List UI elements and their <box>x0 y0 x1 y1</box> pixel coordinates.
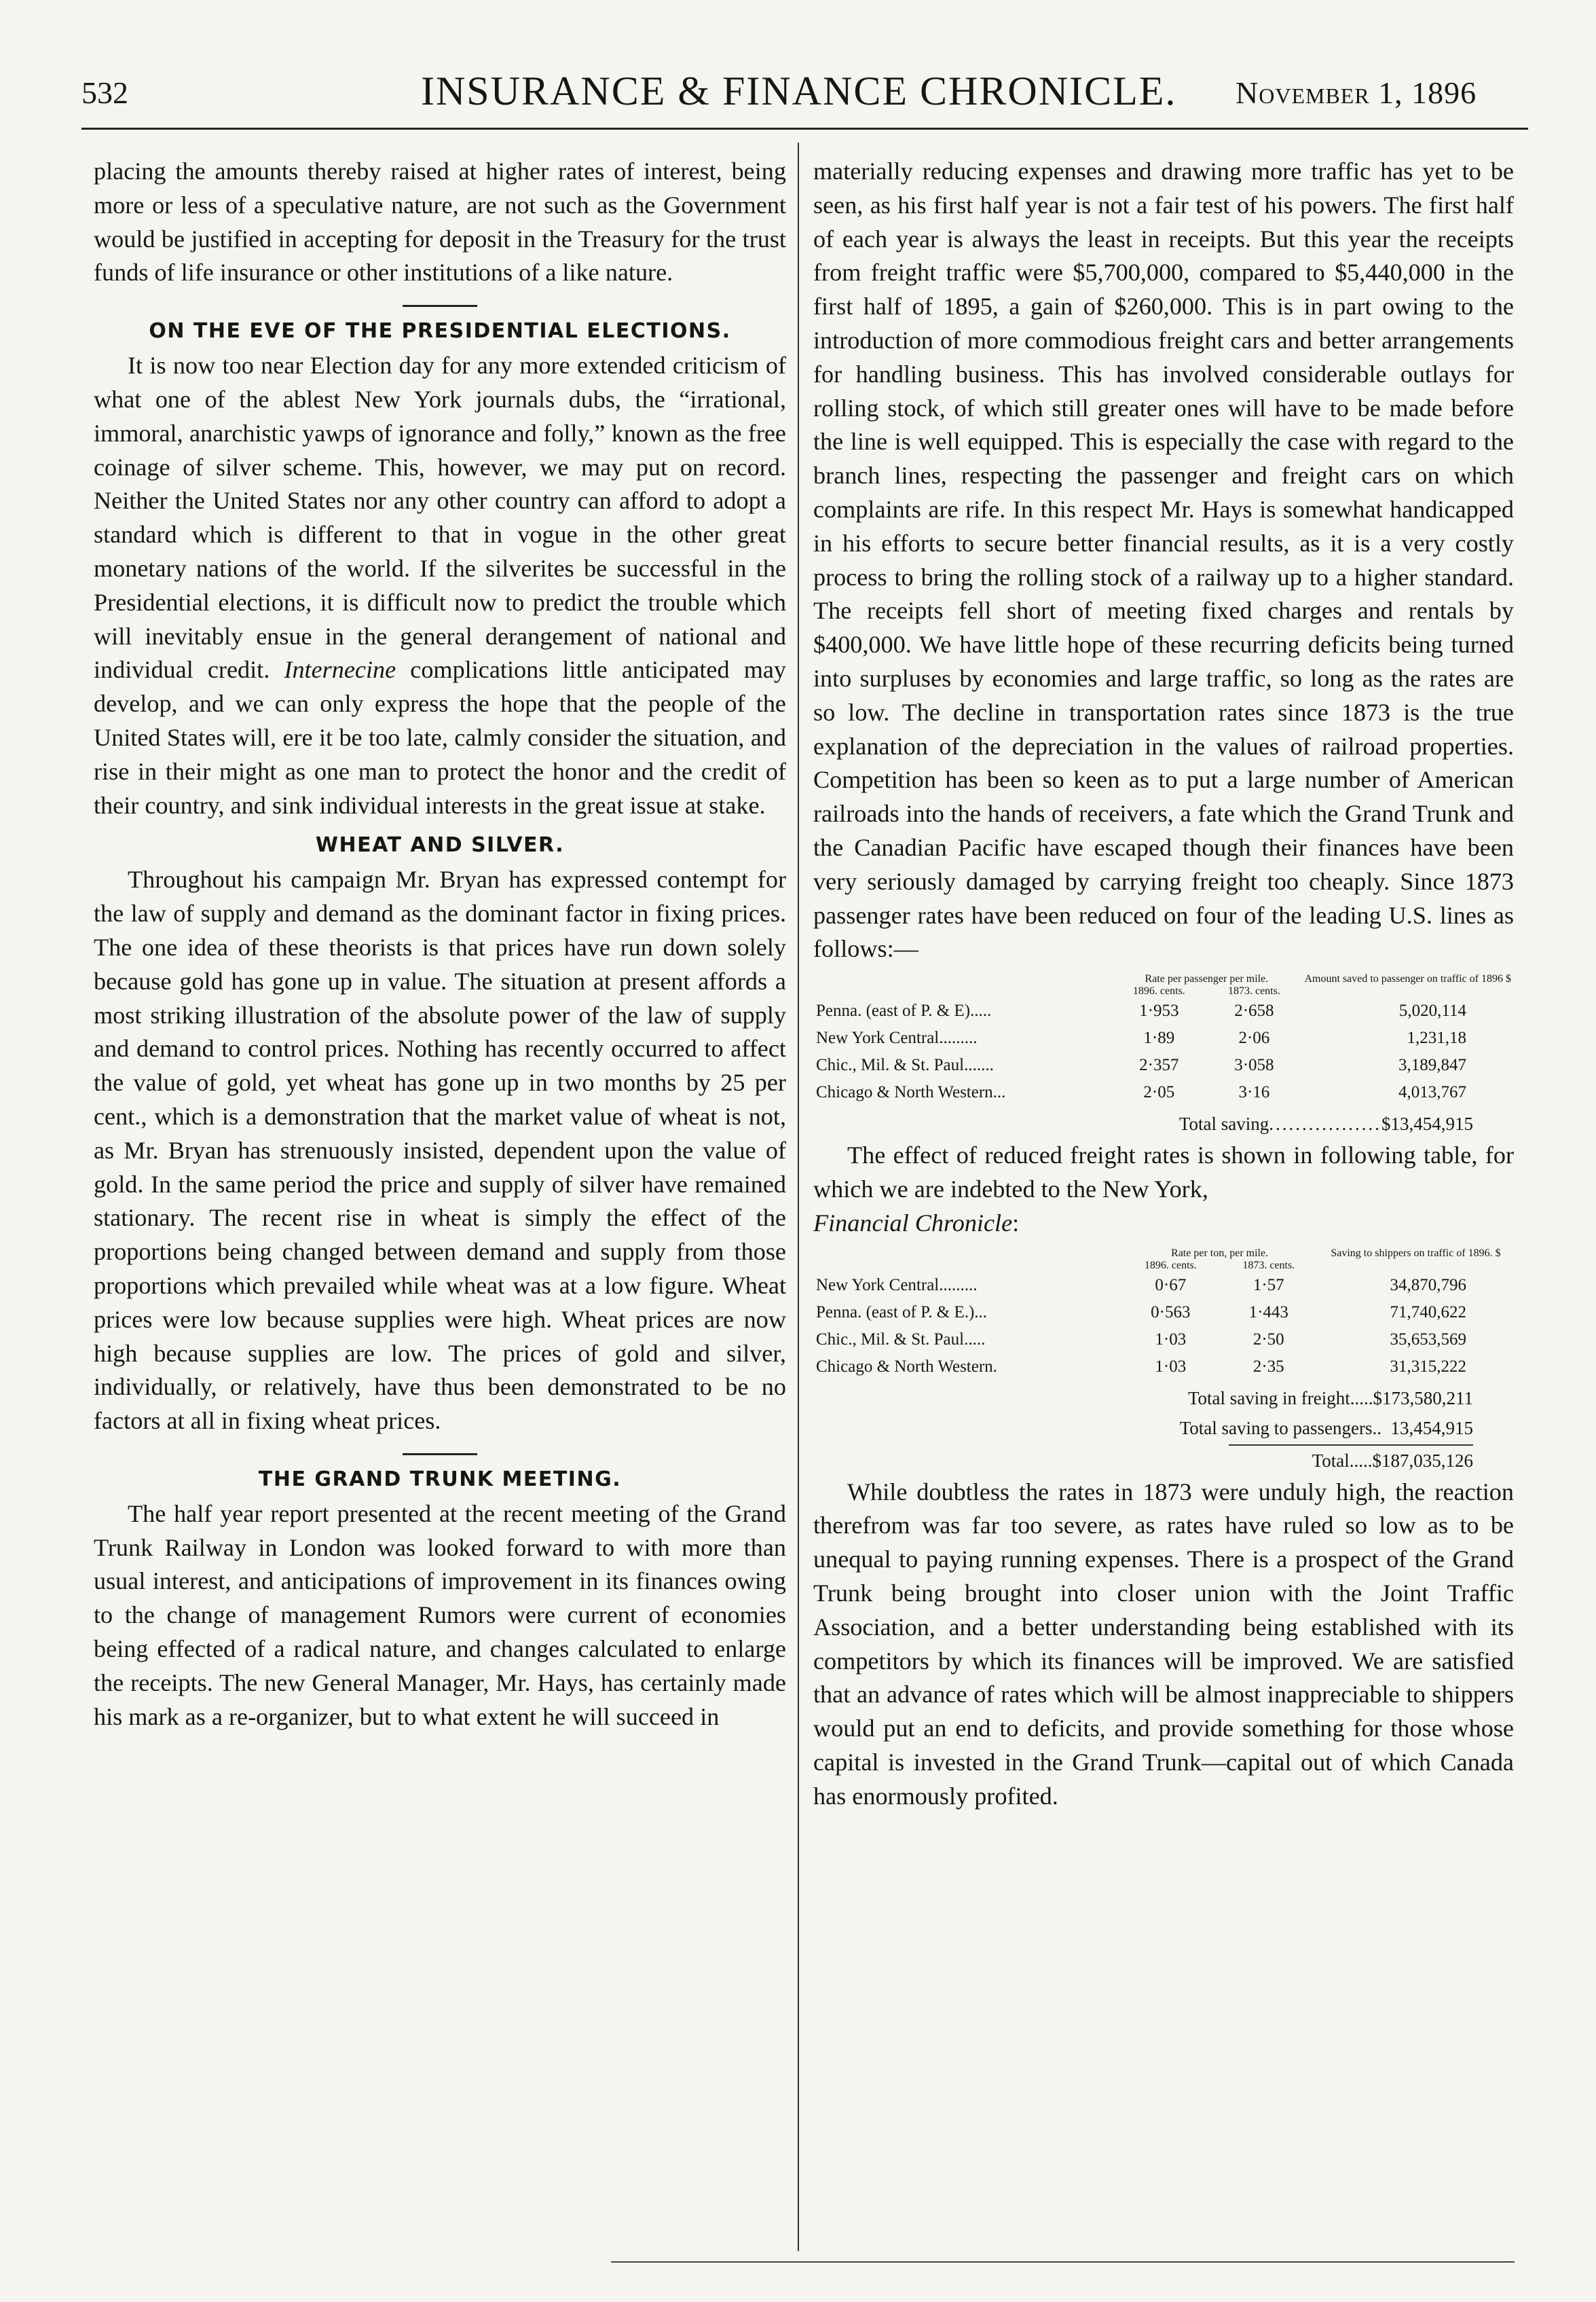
header-1873: 1873. cents. <box>1242 1259 1295 1271</box>
freight-total-value: $173,580,211 <box>1373 1387 1473 1408</box>
passenger-total-label: Total saving to passengers.. <box>1179 1417 1381 1438</box>
issue-date: November 1, 1896 <box>1236 75 1477 110</box>
rate-1896: 1·953 <box>1139 1002 1179 1021</box>
heading-wheat-and-silver: WHEAT AND SILVER. <box>315 833 565 858</box>
header-amount: Amount saved to passenger on traffic of 1896 $ <box>1304 973 1511 985</box>
railway-name: New York Central......... <box>816 1029 978 1048</box>
saving-to-shippers: 71,740,622 <box>1390 1302 1466 1321</box>
rate-1873: 1·443 <box>1248 1302 1288 1321</box>
paragraph-text: complications little anticipated may develop, and we can only express the hope that the people of the United States will, ere it be too late, calmly consider the situation, and rise in their might as one man to protect the honor and the credit of their country, and sink individual interests in the great issue at stake. <box>94 656 786 819</box>
railway-name: Chicago & North Western. <box>816 1357 997 1376</box>
header-rule <box>81 128 1528 130</box>
paragraph-grand-trunk: The half year report presented at the recent meeting of the Grand Trunk Railway in London was looked forward to with more than usual interest, and anticipations of improvement in its finances owing to the change of management Rumors were current of economies being effected of a radical nature, and changes calculated to enlarge the receipts. The new General Manager, Mr. Hays, has certainly made his mark as a re-organizer, but to what extent he will succeed in <box>94 1499 786 1730</box>
saving-to-shippers: 34,870,796 <box>1390 1275 1466 1294</box>
rate-1873: 2·50 <box>1252 1330 1284 1349</box>
column-divider <box>798 143 799 2251</box>
leader-dots: ................. <box>1269 1114 1381 1135</box>
table-row <box>813 1025 1514 1052</box>
railway-name: Penna. (east of P. & E)..... <box>816 1002 992 1021</box>
grand-total-value: $187,035,126 <box>1372 1450 1473 1471</box>
freight-saving-line <box>813 1383 1514 1413</box>
rate-1873: 3·058 <box>1234 1056 1274 1075</box>
table-row <box>813 1052 1514 1079</box>
amount-saved: 5,020,114 <box>1398 1002 1466 1021</box>
header-1896: 1896. cents. <box>1132 985 1185 998</box>
rate-1896: 2·357 <box>1139 1056 1179 1075</box>
left-column <box>94 155 786 1734</box>
amount-saved: 4,013,767 <box>1398 1083 1466 1102</box>
saving-to-shippers: 31,315,222 <box>1390 1357 1466 1376</box>
header-1896: 1896. cents. <box>1144 1259 1197 1271</box>
rate-1896: 1·03 <box>1155 1357 1187 1376</box>
rate-1873: 2·06 <box>1238 1029 1270 1048</box>
footer-rule <box>611 2261 1515 2263</box>
table-header <box>813 973 1514 985</box>
right-column <box>813 155 1514 1813</box>
railway-name: Chic., Mil. & St. Paul..... <box>816 1330 986 1349</box>
passenger-saving-line <box>813 1413 1514 1443</box>
total-saving-line <box>813 1109 1514 1139</box>
amount-saved: 3,189,847 <box>1398 1056 1466 1075</box>
paragraph-wheat: Throughout his campaign Mr. Bryan has expressed contempt for the law of supply and demand as the dominant factor in fixing prices. The one idea of these theorists is that prices have run down solely because gold has gone up in value. The situation at present affords a most striking illustration of the absolute power of the law of supply and demand to control prices. Nothing has recently occurred to affect the value of gold, yet wheat has gone up in two months by 25 per cent., which is a demonstration that the market value of wheat is not, as Mr. Bryan has strenuously insisted, dependent upon the value of gold. In the same period the price and supply of silver have remained stationary. The recent rise in wheat is simply the effect of the proportions being changed between demand and supply from those proportions which prevailed while wheat was at a low figure. Wheat prices were low because supplies were high. Wheat prices are now high because supplies are low. The prices of gold and silver, individually, or relatively, have thus been demonstrated to be no factors at all in fixing wheat prices. <box>94 866 786 1435</box>
italic-source: Financial Chronicle <box>813 1209 1013 1237</box>
total-value: $13,454,915 <box>1381 1114 1473 1135</box>
section-separator <box>403 1453 477 1455</box>
table-row <box>813 1272 1514 1299</box>
rate-1873: 2·658 <box>1234 1002 1274 1021</box>
header-1873: 1873. cents. <box>1227 985 1280 998</box>
paragraph-conclusion: While doubtless the rates in 1873 were unduly high, the reaction therefrom was far too severe, as rates have ruled so low as to be unequal to paying running expenses. There is a prospect of the Grand Trunk being brought into closer union with the Joint Traffic Association, and a better understanding being established with its competitors by which its finances will be improved. We are satisfied that an advance of rates which will be almost inappreciable to shippers would put an end to deficits, and provide something for those whose capital is invested in the Grand Trunk—capital out of which Canada has enormously profited. <box>813 1478 1514 1810</box>
continued-paragraph: placing the amounts thereby raised at higher rates of interest, being more or less of a speculative nature, are not such as the Government would be justified in accepting for deposit in the Treasury for the trust funds of life insurance or other institutions of a like nature. <box>94 158 786 287</box>
table-header <box>813 1247 1514 1260</box>
railway-name: New York Central......... <box>816 1275 978 1294</box>
freight-total-label: Total saving in freight..... <box>1187 1387 1373 1408</box>
paragraph-text: : <box>1012 1209 1020 1237</box>
rate-1896: 0·67 <box>1155 1275 1187 1294</box>
rate-1873: 2·35 <box>1252 1357 1284 1376</box>
grand-total-line <box>813 1446 1514 1476</box>
paragraph-grand-trunk-cont: materially reducing expenses and drawing more traffic has yet to be seen, as his first half year is not a fair test of his powers. The first half of each year is always the least in receipts. But this year the receipts from freight traffic were $5,700,000, compared to $5,440,000 in the first half of 1895, a gain of $260,000. This is in part owing to the introduction of more commodious freight cars and better arrangements for handling business. This has involved considerable outlays for rolling stock, of which still greater ones will have to be made before the line is well equipped. This is especially the case with regard to the branch lines, respecting the passenger and freight cars on which complaints are rife. In this respect Mr. Hays is somewhat handicapped in his efforts to secure better financial results, as it is a very costly process to bring the rolling stock of a railway up to a higher standard. The receipts fell short of meeting fixed charges and rentals by $400,000. We have little hope of these recurring deficits being turned into surpluses by economies and large traffic, so long as the rates are so low. The decline in transportation rates since 1873 is the true explanation of the depreciation in the values of railroad properties. Competition has been so keen as to put a large number of American railroads into the hands of receivers, a fate which the Grand Trunk and the Canadian Pacific have escaped though their finances have been very seriously damaged by carrying freight too cheaply. Since 1873 passenger rates have been reduced on four of the leading U.S. lines as follows:— <box>813 158 1514 963</box>
freight-rates-table <box>813 1247 1514 1381</box>
total-label: Total saving <box>1179 1114 1269 1135</box>
heading-grand-trunk: THE GRAND TRUNK MEETING. <box>258 1467 622 1491</box>
heading-presidential-elections: ON THE EVE OF THE PRESIDENTIAL ELECTIONS. <box>149 319 731 344</box>
rate-1873: 3·16 <box>1238 1083 1270 1102</box>
header-rate: Rate per ton, per mile. <box>1171 1247 1269 1259</box>
saving-to-shippers: 35,653,569 <box>1390 1330 1466 1349</box>
passenger-rates-table <box>813 973 1514 1106</box>
table-row <box>813 998 1514 1025</box>
passenger-total-value: 13,454,915 <box>1390 1417 1473 1438</box>
paragraph-text: It is now too near Election day for any more extended criticism of what one of the ablest New York journals dubs, the “irrational, immoral, anarchistic yawps of ignorance and folly,” known as the free coinage of silver scheme. This, however, we may put on record. Neither the United States nor any other country can afford to adopt a standard which is different to that in vogue in the other great monetary nations of the world. If the silverites be successful in the Presidential elections, it is difficult now to predict the trouble which will inevitably ensue in the general derangement of national and individual credit. <box>94 352 786 684</box>
grand-total-label: Total..... <box>1312 1450 1373 1471</box>
rate-1873: 1·57 <box>1252 1275 1284 1294</box>
railway-name: Penna. (east of P. & E.)... <box>816 1302 988 1321</box>
table-row <box>813 1326 1514 1353</box>
header-rate: Rate per passenger per mile. <box>1145 973 1269 985</box>
page-number: 532 <box>81 75 128 110</box>
table-subheader <box>813 1260 1514 1272</box>
rate-1896: 1·03 <box>1155 1330 1187 1349</box>
rate-1896: 0·563 <box>1151 1302 1191 1321</box>
railway-name: Chic., Mil. & St. Paul....... <box>816 1056 994 1075</box>
paragraph-text: The effect of reduced freight rates is shown in following table, for which we are indebted to the New York, <box>813 1141 1514 1203</box>
table-row <box>813 1353 1514 1381</box>
table-row <box>813 1299 1514 1326</box>
publication-title: INSURANCE & FINANCE CHRONICLE. <box>421 69 1177 113</box>
table-row <box>813 1079 1514 1106</box>
rate-1896: 2·05 <box>1143 1083 1175 1102</box>
amount-saved: 1,231,18 <box>1407 1029 1466 1048</box>
paragraph-freight-rates <box>813 1139 1514 1240</box>
header-amount: Saving to shippers on traffic of 1896. $ <box>1331 1247 1501 1259</box>
section-separator <box>403 305 477 307</box>
italic-word: Internecine <box>284 656 396 684</box>
masthead <box>0 0 1596 149</box>
rate-1896: 1·89 <box>1143 1029 1175 1048</box>
paragraph-elections <box>94 349 786 822</box>
table-subheader <box>813 985 1514 998</box>
railway-name: Chicago & North Western... <box>816 1083 1006 1102</box>
